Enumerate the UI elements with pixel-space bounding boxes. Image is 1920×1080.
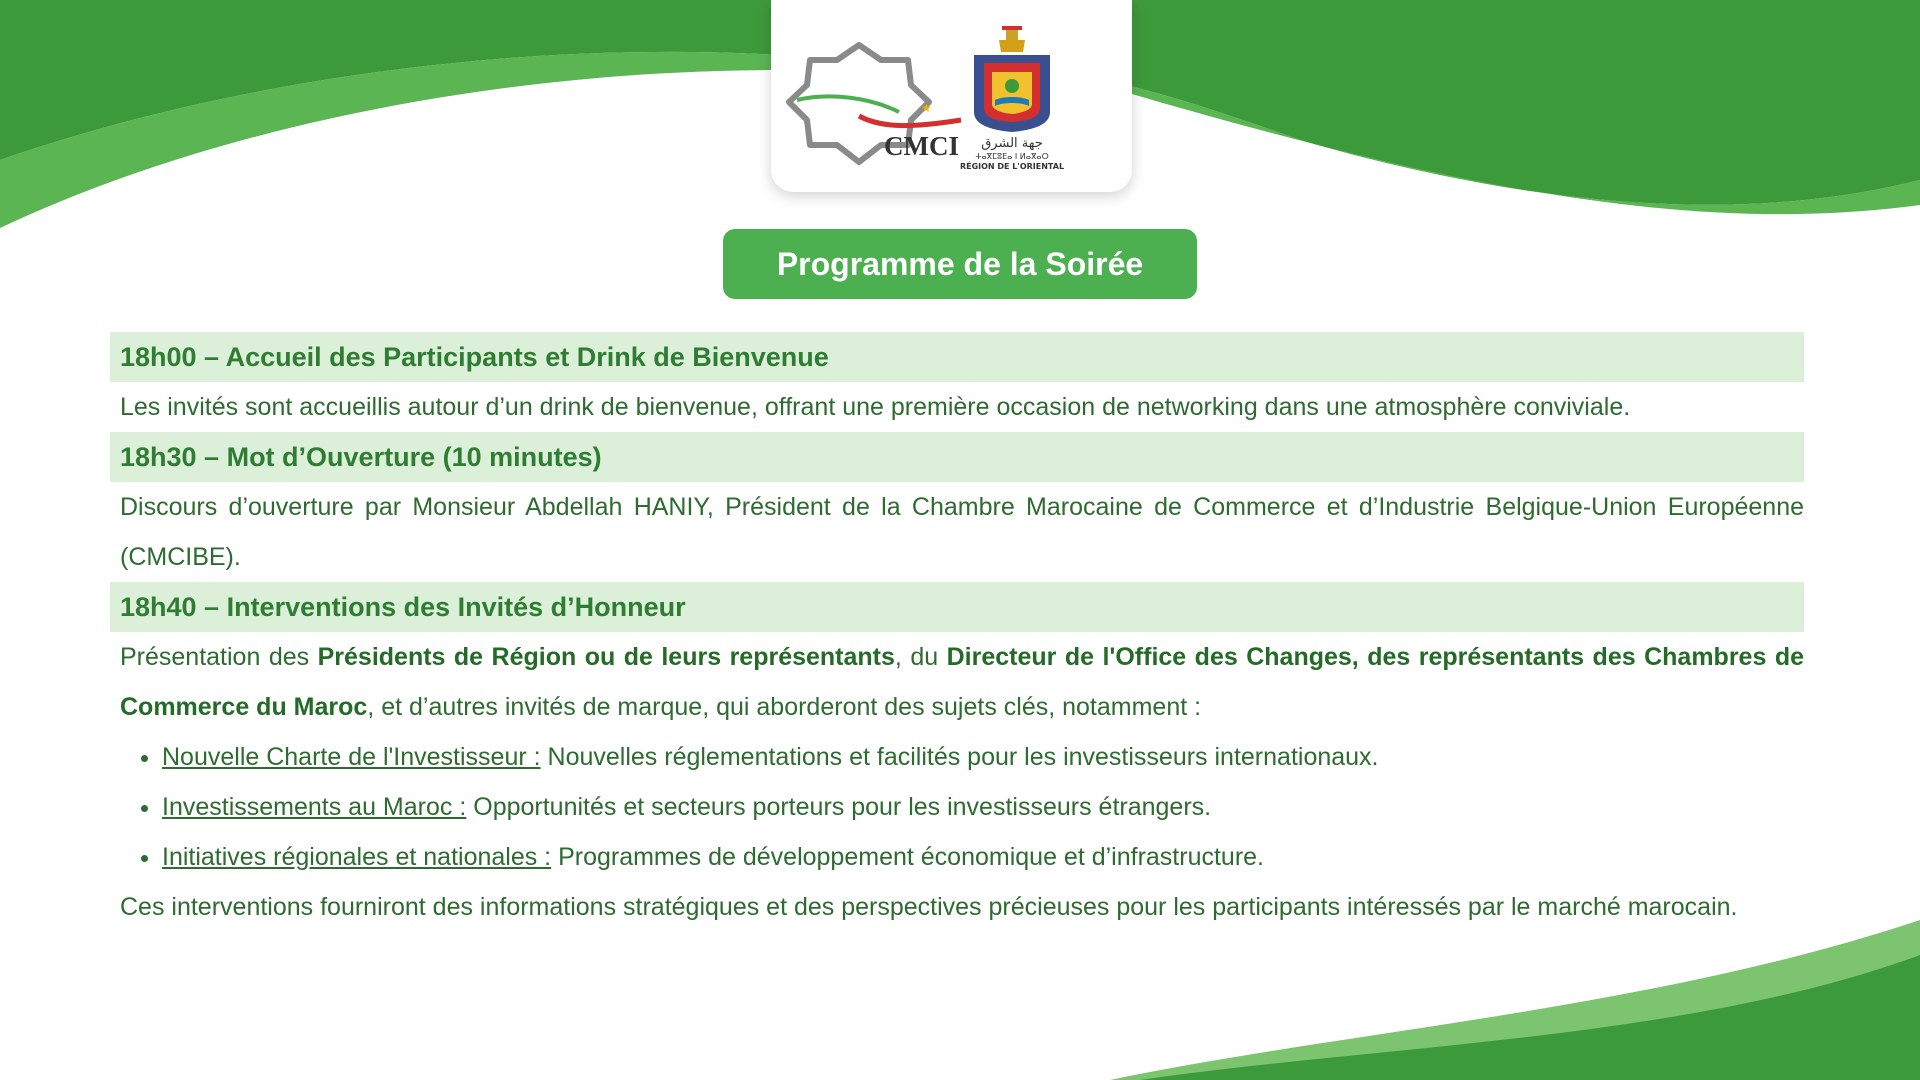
list-item — [162, 782, 1804, 832]
cmci-wordmark: CMCI — [884, 131, 959, 161]
intro-part-1: Présentation des — [120, 643, 318, 671]
section-heading-accueil: 18h00 – Accueil des Participants et Drink de Bienvenue — [110, 332, 1804, 382]
topic-label: Nouvelle Charte de l'Investisseur : — [162, 743, 541, 771]
topic-text: Programmes de développement économique et d’infrastructure. — [551, 843, 1265, 871]
region-arabic-text: جهة الشرق — [981, 136, 1043, 151]
intro-bold-2: Directeur de l'Office des Changes, des représentants des Chambres de Commerce du Maroc — [120, 643, 1804, 721]
topic-label: Investissements au Maroc : — [162, 793, 467, 821]
topics-list — [110, 732, 1804, 882]
topic-text: Nouvelles réglementations et facilités pour les investisseurs internationaux. — [540, 743, 1379, 771]
section-text-ouverture: Discours d’ouverture par Monsieur Abdellah HANIY, Président de la Chambre Marocaine de Commerce et d’Industrie Belgique-Union Européenne (CMCIBE). — [120, 493, 1804, 571]
topic-label: Initiatives régionales et nationales : — [162, 843, 552, 871]
region-tifinagh-text: ⵜⴰⴳⵎⵓⴹⴰ ⵏ ⵍⴰⴳⴰⵔ — [975, 152, 1049, 161]
program-content — [110, 332, 1804, 932]
intro-part-3: , et d’autres invités de marque, qui aborderont des sujets clés, notamment : — [367, 693, 1202, 721]
cmci-logo — [789, 45, 961, 162]
region-french-text: RÉGION DE L'ORIENTAL — [959, 162, 1065, 171]
logo-card — [771, 0, 1132, 192]
section-outro-interventions: Ces interventions fourniront des informations stratégiques et des perspectives précieuses pour les participants intéressés par le marché marocain. — [120, 893, 1738, 921]
list-item — [162, 832, 1804, 882]
list-item — [162, 732, 1804, 782]
section-text-accueil: Les invités sont accueillis autour d’un drink de bienvenue, offrant une première occasion de networking dans une atmosphère conviviale. — [120, 393, 1631, 421]
intro-bold-1: Présidents de Région ou de leurs représentants — [317, 643, 895, 671]
section-heading-interventions: 18h40 – Interventions des Invités d’Honneur — [110, 582, 1804, 632]
page-title: Programme de la Soirée — [723, 229, 1197, 299]
topic-text: Opportunités et secteurs porteurs pour les investisseurs étrangers. — [466, 793, 1212, 821]
section-intro-interventions — [110, 632, 1804, 732]
region-oriental-seal — [974, 26, 1050, 132]
intro-part-2: , du — [894, 643, 947, 671]
section-heading-ouverture: 18h30 – Mot d’Ouverture (10 minutes) — [110, 432, 1804, 482]
svg-text:★: ★ — [921, 101, 932, 115]
